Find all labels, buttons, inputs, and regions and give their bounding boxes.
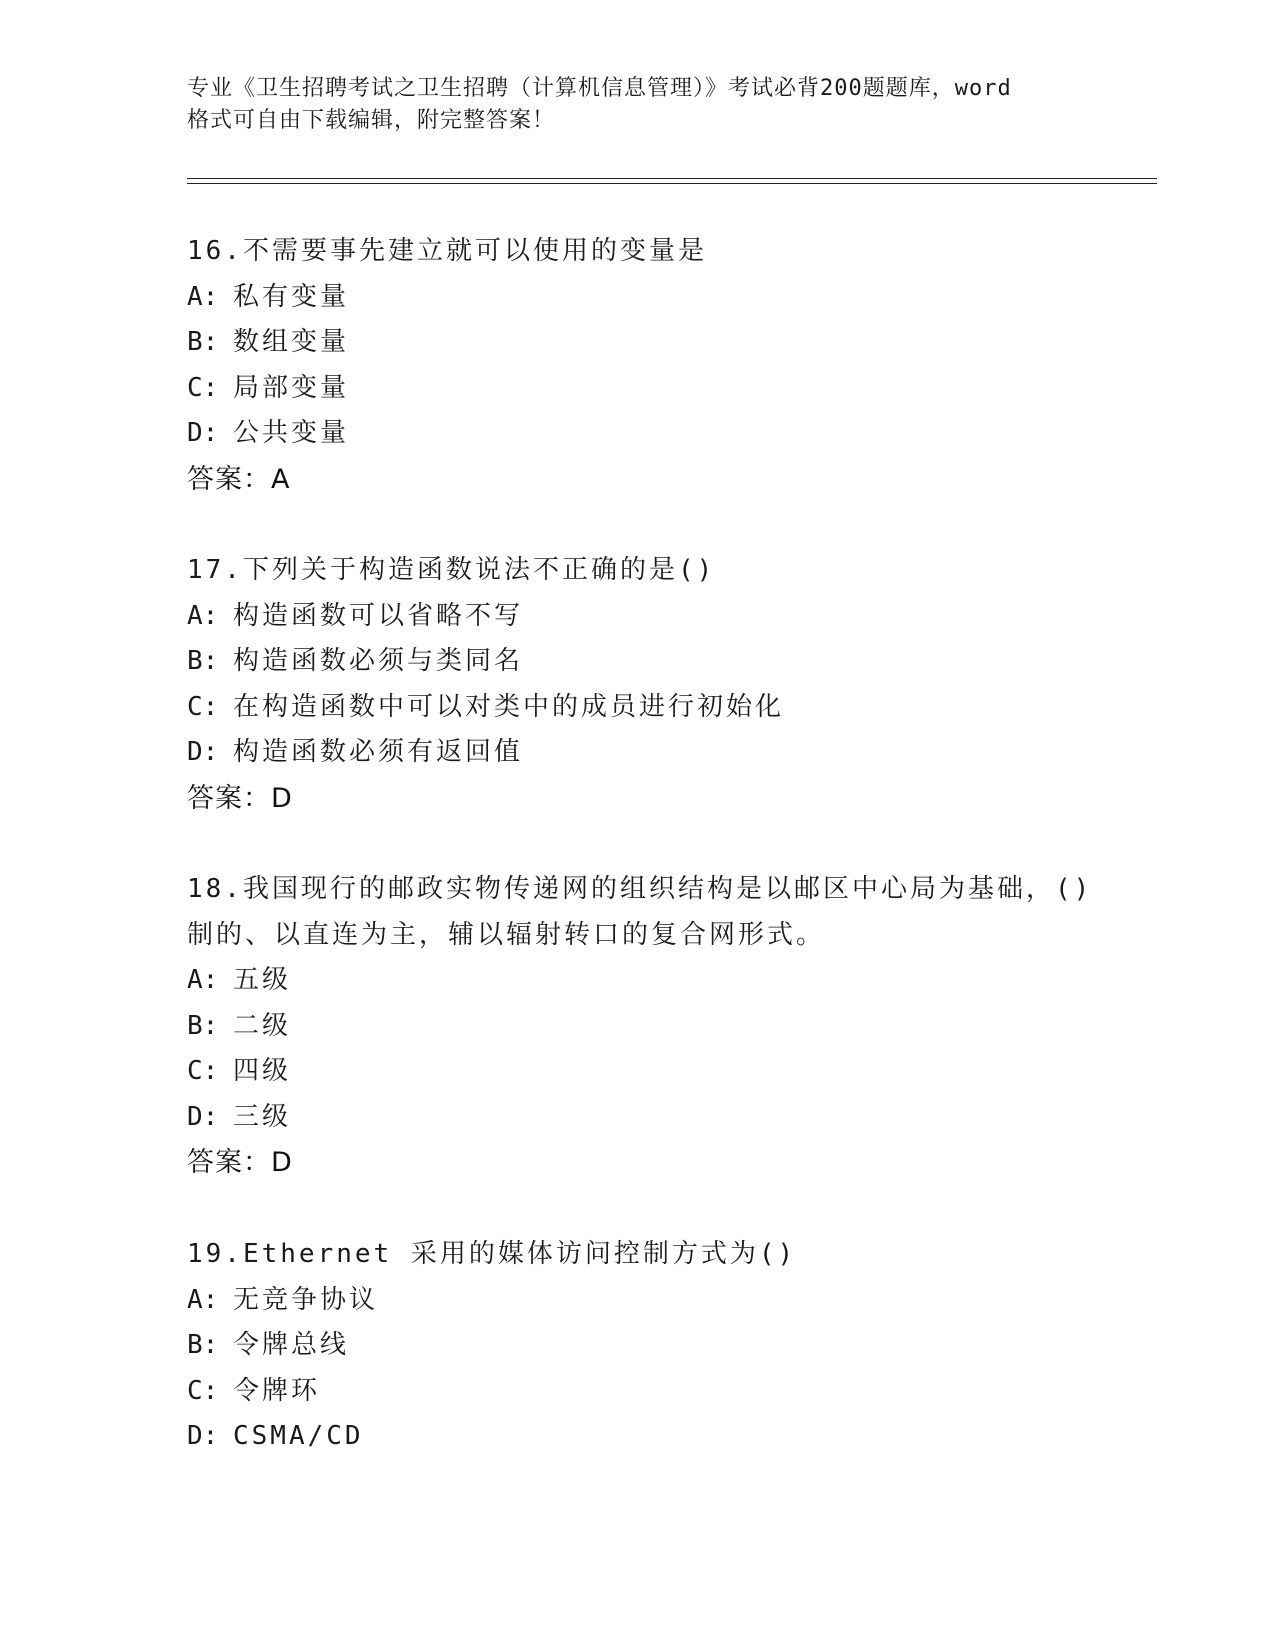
answer-value: D — [271, 1147, 293, 1178]
question-stem: 17.下列关于构造函数说法不正确的是() — [187, 555, 716, 585]
answer-value: D — [271, 782, 293, 814]
option-a: A: 五级 — [187, 965, 292, 995]
question-stem-line-2: 制的、以直连为主，辅以辐射转口的复合网形式。 — [187, 919, 826, 950]
question-stem: 19.Ethernet 采用的媒体访问控制方式为() — [187, 1239, 797, 1269]
option-b: B: 令牌总线 — [187, 1330, 350, 1360]
answer-value: A — [271, 463, 291, 495]
question-stem: 16.不需要事先建立就可以使用的变量是 — [187, 236, 707, 266]
question-19 — [187, 1232, 1167, 1460]
answer: 答案：D — [187, 782, 293, 814]
option-a: A: 无竞争协议 — [187, 1284, 379, 1315]
option-d: D: 构造函数必须有返回值 — [187, 737, 524, 767]
question-stem-line-1: 18.我国现行的邮政实物传递网的组织结构是以邮区中心局为基础，() — [187, 874, 1093, 904]
question-18 — [187, 867, 1167, 1186]
header-rule-top — [187, 178, 1157, 179]
question-16 — [187, 229, 1167, 502]
option-c: C: 令牌环 — [187, 1375, 321, 1406]
option-b: B: 二级 — [187, 1010, 292, 1041]
option-a: A: 构造函数可以省略不写 — [187, 600, 524, 631]
answer: 答案：D — [187, 1147, 293, 1178]
header-rule-bottom — [187, 183, 1157, 184]
answer: 答案：A — [187, 463, 291, 495]
option-d: D: 三级 — [187, 1101, 292, 1132]
option-a: A: 私有变量 — [187, 281, 350, 312]
option-d: D: CSMA/CD — [187, 1421, 364, 1451]
document-header — [187, 73, 1087, 137]
header-line-2: 格式可自由下载编辑，附完整答案！ — [187, 108, 556, 133]
option-c: C: 四级 — [187, 1056, 292, 1086]
option-c: C: 在构造函数中可以对类中的成员进行初始化 — [187, 691, 785, 722]
question-17 — [187, 548, 1167, 821]
option-c: C: 局部变量 — [187, 372, 350, 403]
option-b: B: 构造函数必须与类同名 — [187, 646, 524, 676]
option-d: D: 公共变量 — [187, 418, 350, 448]
header-line-1: 专业《卫生招聘考试之卫生招聘（计算机信息管理）》考试必背200题题库，word — [187, 76, 1012, 101]
option-b: B: 数组变量 — [187, 327, 350, 357]
